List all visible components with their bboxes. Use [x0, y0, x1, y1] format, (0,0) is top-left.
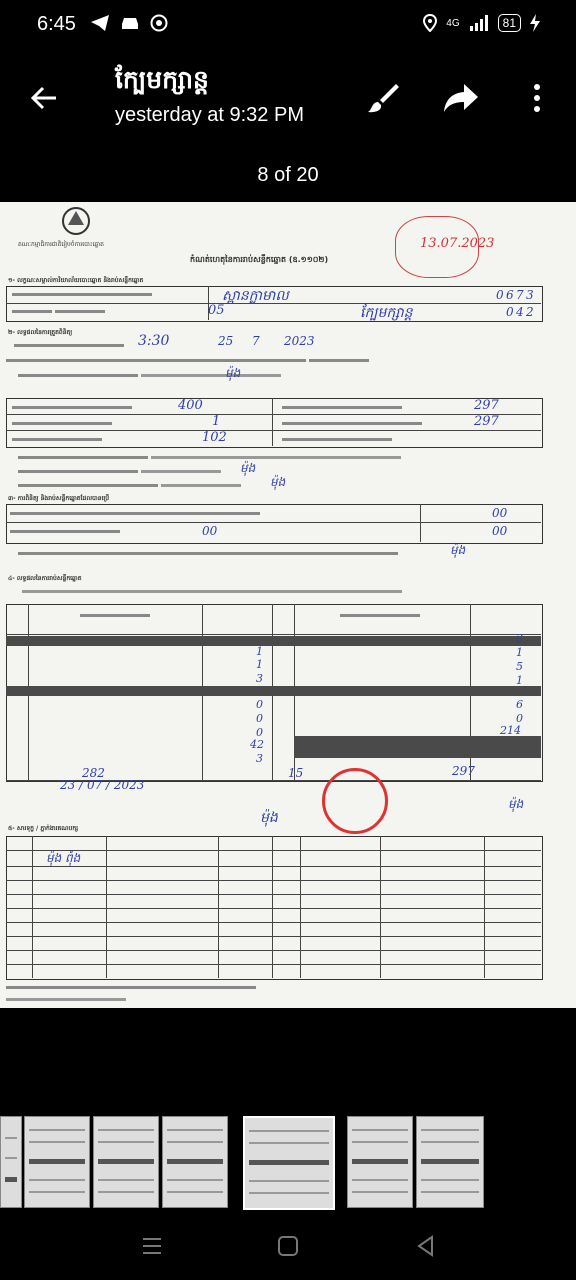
- value-left: 102: [202, 430, 227, 445]
- network-badge: 4G: [446, 17, 460, 29]
- value-right: 297: [474, 398, 499, 413]
- table-right-value: 6: [516, 698, 523, 711]
- back-nav-icon[interactable]: [414, 1234, 438, 1258]
- commune-number: 05: [208, 303, 225, 318]
- thumbnail[interactable]: [416, 1116, 484, 1208]
- location-icon: [423, 14, 437, 32]
- thumbnail[interactable]: [24, 1116, 90, 1208]
- brush-icon[interactable]: [366, 80, 402, 116]
- district-name: ក្បែមក្សាន្ត: [360, 305, 413, 321]
- section-2-title: ២- លទ្ធផលនៃការត្រួតពិនិត្យ: [8, 329, 73, 336]
- table-left-value: 1: [256, 645, 263, 658]
- section-1-title: ១- លក្ខណៈសម្គាល់ការិយាល័យបោះឆ្នោត និងរាប់សន្លឹកឆ្នោត: [8, 277, 144, 284]
- closing-day: 25: [218, 334, 234, 348]
- table-left-value: 0: [256, 712, 263, 725]
- telegram-icon: [90, 14, 110, 32]
- table-right-value: 5: [516, 660, 523, 673]
- signature-6: ម៉ុង: [508, 797, 524, 811]
- section-4-title: ៤- លទ្ធផលនៃការរាប់សន្លឹកឆ្នោត: [8, 575, 82, 582]
- value-left: 400: [178, 398, 203, 413]
- table-right-value: 214: [500, 724, 521, 737]
- date-signed: 23 / 07 / 2023: [60, 778, 145, 792]
- page-subtitle: yesterday at 9:32 PM: [115, 104, 304, 126]
- value-right: 297: [474, 414, 499, 429]
- thumbnail-strip: [0, 1116, 576, 1208]
- station-digit: 0: [496, 288, 504, 302]
- total-valid: 282: [82, 766, 105, 780]
- table-left-value: 42: [250, 738, 264, 751]
- thumbnail[interactable]: [162, 1116, 228, 1208]
- table-right-value: 1: [516, 646, 523, 659]
- battery-icon: 81: [498, 14, 521, 32]
- signature-3: ម៉ុង: [270, 475, 286, 489]
- closing-time: 3:30: [138, 333, 170, 349]
- car-icon: [120, 14, 140, 32]
- stamp-date: 13.07.2023: [420, 236, 495, 251]
- table-left-value: 3: [256, 672, 263, 685]
- media-icon: [150, 14, 168, 32]
- table-right-value: 1: [516, 674, 523, 687]
- home-icon[interactable]: [276, 1234, 300, 1258]
- charging-icon: [530, 14, 540, 32]
- code-digit: 4: [516, 305, 524, 319]
- signature-5: ម៉ុង: [260, 810, 278, 826]
- menu-icon[interactable]: [140, 1234, 164, 1258]
- zero-value: 00: [492, 506, 508, 520]
- closing-year: 2023: [284, 334, 315, 348]
- table-right-value: 3: [516, 632, 523, 645]
- thumbnail[interactable]: [0, 1116, 22, 1208]
- image-counter: 8 of 20: [257, 164, 319, 186]
- station-digit: 3: [526, 288, 534, 302]
- document-image[interactable]: [0, 202, 576, 1008]
- table-left-value: 0: [256, 698, 263, 711]
- doc-header-left: គណៈកម្មាធិការជាតិរៀបចំការបោះឆ្នោត: [18, 241, 104, 248]
- share-icon[interactable]: [442, 80, 480, 116]
- table-left-value: 0: [256, 726, 263, 739]
- section-5-title: ៥- សារទុក្ខ / ភ្នាក់ងារគណបក្ស: [8, 825, 79, 832]
- code-digit: 2: [526, 305, 534, 319]
- table-right-value: 0: [516, 712, 523, 725]
- signature-4: ម៉ុង: [450, 543, 466, 557]
- nav-bar: [0, 1212, 576, 1280]
- thumbnail-selected[interactable]: [243, 1116, 335, 1210]
- station-name: ស្ពានក្លាមាល: [222, 288, 289, 304]
- signature-2: ម៉ុង: [240, 461, 256, 475]
- station-digit: 7: [516, 288, 524, 302]
- emblem-icon: [60, 205, 92, 237]
- more-icon[interactable]: [527, 80, 547, 116]
- closing-month: 7: [252, 334, 260, 348]
- signature-1: ម៉ុង: [225, 366, 241, 380]
- thumbnail[interactable]: [93, 1116, 159, 1208]
- doc-form-title: កំណត់ហេតុនៃការរាប់សន្លឹកឆ្នោត (ឧ.១១០២): [190, 255, 329, 264]
- status-bar: [0, 0, 576, 50]
- total-invalid: 15: [288, 766, 304, 780]
- thumbnail[interactable]: [347, 1116, 413, 1208]
- section-3-title: ៣- ការពិនិត្យ និងរាប់សន្លឹកឆ្នោតដែលបានប្រើ: [8, 495, 110, 502]
- table-left-value: 1: [256, 658, 263, 671]
- table-left-value: 3: [256, 752, 263, 765]
- zero-value: 00: [202, 524, 218, 538]
- signal-icon: [469, 14, 489, 32]
- back-icon[interactable]: [28, 82, 60, 114]
- station-digit: 6: [506, 288, 514, 302]
- page-title: ក្បែមក្សាន្ត: [115, 66, 209, 94]
- zero-value: 00: [492, 524, 508, 538]
- total-all: 297: [452, 764, 475, 778]
- official-stamp: [322, 768, 388, 834]
- value-left: 1: [212, 414, 221, 429]
- status-time: 6:45: [37, 13, 76, 35]
- app-bar: [0, 60, 576, 140]
- code-digit: 0: [506, 305, 514, 319]
- agent-name: ម៉ុង ពុំង: [46, 851, 81, 865]
